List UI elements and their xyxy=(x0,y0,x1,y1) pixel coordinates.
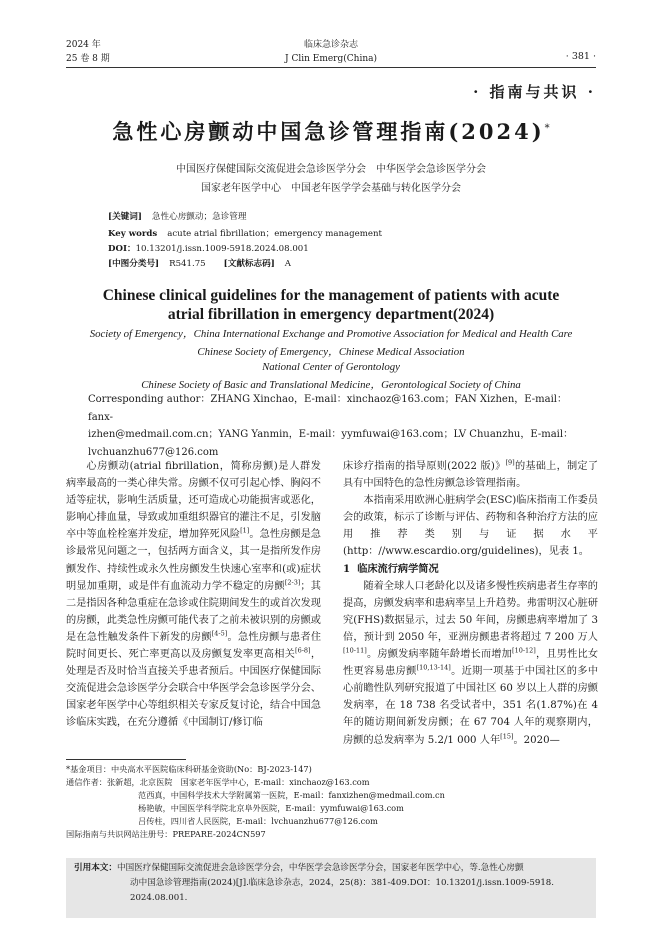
body-column-right xyxy=(343,458,598,749)
citation-text: 中国医疗保健国际交流促进会急诊医学分会，中华医学会急诊医学分会，国家老年医学中心，等.急性心房颤 xyxy=(116,863,524,873)
text-run: 的基础上，制定了具有中国特色的急性房颤急诊管理指南。 xyxy=(343,461,599,490)
doi-label: DOI： xyxy=(108,244,136,254)
citation-ref[interactable]: [6-8] xyxy=(295,646,311,655)
paragraph xyxy=(343,458,598,492)
corresponding-line2: izhen@medmail.com.cn；YANG Yanmin，E-mail：yymfuwai@163.com；LV Chuanzhu，E-mail： xyxy=(88,429,574,440)
citation-ref[interactable]: [10-11] xyxy=(343,646,367,655)
article-title-cn xyxy=(0,116,662,146)
authors-en-line1: Society of Emergency，China International Exchange and Promotive Association for Medical and Health Care xyxy=(89,328,573,340)
section-title: 临床流行病学简况 xyxy=(357,562,439,575)
clc-label: [中图分类号] xyxy=(108,259,160,269)
footnote-corr-1: 张新超，北京医院 国家老年医学中心，E-mail：xinchaoz@163.com xyxy=(106,777,370,787)
keywords-cn-value: 急性心房颤动；急诊管理 xyxy=(151,212,247,222)
header-divider xyxy=(66,67,596,68)
footnote-corr-2: 范西真，中国科学技术大学附属第一医院，E-mail：fanxizhen@medmail.com.cn xyxy=(138,790,445,800)
section-tag: · 指南与共识 · xyxy=(473,83,596,101)
authors-en-line2: Chinese Society of Emergency，Chinese Medical Association xyxy=(197,346,465,358)
citation-box xyxy=(66,858,596,918)
text-run: 。急性房颤是急诊最常见问题之一，包括两方面含义，其一是指所发作房颤发作、持续性或永久性房颤发生快速心室率和(或)症状明显加重期，或是伴有血流动力学不稳定的房颤 xyxy=(66,529,321,592)
corresponding-authors xyxy=(88,391,578,461)
authors-en-line3: National Center of Gerontology xyxy=(262,361,400,373)
running-header-center xyxy=(0,38,662,66)
footnote-fund: *基金项目：中央高水平医院临床科研基金资助(No：BJ-2023-147) xyxy=(66,764,312,774)
clc-value: R541.75 xyxy=(169,259,206,269)
paragraph xyxy=(66,458,321,732)
paragraph: 本指南采用欧洲心脏病学会(ESC)临床指南工作委员会的政策，标示了诊断与评估、药物和各种治疗方法的应用推荐类别与证据水平(http：//www.escardio.org/guidelines)，见表 1。 xyxy=(343,495,598,558)
citation-ref[interactable]: [15] xyxy=(500,732,514,741)
paragraph xyxy=(343,578,598,749)
text-run: 。近期一项基于中国社区的多中心前瞻性队列研究报道了中国社区 60 岁以上人群的房颤发病率，在 18 738 名受试者中，351 名(1.87%)在 4 年的随访期间新发房颤；在 67 704 人年的观察期内，房颤的总发病率为 5.2/1 000 人年 xyxy=(343,666,599,746)
classification xyxy=(108,257,291,269)
doc-code-label: [文献标志码] xyxy=(223,259,275,269)
footnote-divider xyxy=(66,759,186,760)
citation-ref[interactable]: [10-12] xyxy=(512,646,536,655)
footnote-corr-label: 通信作者： xyxy=(66,777,107,787)
text-run: ，且男性比女性更容易患房颤 xyxy=(343,649,599,678)
text-run: ；其二是指因各种急重症在急诊或住院期间发生的或首次发现的房颤，此类急性房颤可能代表了之前未被识别的房颤或是在急性触发条件下新发的房颤 xyxy=(66,580,321,643)
doc-code-value: A xyxy=(284,259,291,269)
citation-ref[interactable]: [1] xyxy=(240,526,250,535)
text-run: 随着全球人口老龄化以及诸多慢性疾病患者生存率的提高，房颤发病率和患病率呈上升趋势。弗雷明汉心脏研究(FHS)数据显示，过去 50 年间，房颤患病率增加了 3 倍，预计到 2050 年，亚洲房颤患者将超过 7 200 万人 xyxy=(343,580,598,643)
authors-cn-line2: 国家老年医学中心 中国老年医学学会基础与转化医学分会 xyxy=(201,183,461,194)
citation-ref[interactable]: [4-5] xyxy=(211,629,228,638)
citation-ref[interactable]: [2-3] xyxy=(284,578,301,587)
text-run: 。急性房颤与患者住院时间更长、死亡率更高以及房颤复发率更高相关 xyxy=(66,631,322,661)
section-number: 1 xyxy=(343,562,351,575)
citation-label: 引用本文： xyxy=(74,863,117,873)
journal-name-en: J Clin Emerg(China) xyxy=(284,54,377,64)
authors-cn-line1: 中国医疗保健国际交流促进会急诊医学分会 中华医学会急诊医学分会 xyxy=(176,164,486,175)
text-run: ，处理是否及时恰当直接关乎患者预后。中国医疗保健国际交流促进会急诊医学分会联合中华医学会急诊医学分会、国家老年医学中心等组织相关专家反复讨论，结合中国急诊临床实践，在充分遵循《中国制订/修订临 xyxy=(66,649,322,729)
text-run: 。2020— xyxy=(513,734,560,746)
text-run: 心房颤动(atrial fibrillation，简称房颤)是人群发病率最高的一类心律失常。房颤不仅可引起心悸、胸闷不适等症状，影响生活质量，还可造成心功能损害或恶化，影响心排血量，导致或加重组织器官的灌注不足，引发脑卒中等血栓栓塞并发症，增加猝死风险 xyxy=(66,461,321,541)
footnote-corr-4: 吕传柱，四川省人民医院，E-mail：lvchuanzhu677@126.com xyxy=(138,816,378,826)
article-title-en-line1: Chinese clinical guidelines for the management of patients with acute xyxy=(102,287,560,304)
text-run: 。房颤发病率随年龄增长而增加 xyxy=(366,649,513,661)
footnote-corr xyxy=(66,776,369,789)
issue-year: 2024 年 xyxy=(66,40,101,50)
page-number: · 381 · xyxy=(565,51,596,62)
body-column-left xyxy=(66,458,321,732)
section-heading xyxy=(343,561,598,578)
citation-line3: 2024.08.001. xyxy=(130,893,188,903)
keywords-en-value: acute atrial fibrillation；emergency management xyxy=(167,229,382,239)
doi xyxy=(108,242,309,254)
journal-name-cn: 临床急诊杂志 xyxy=(303,40,358,50)
footnote-registry: 国际指南与共识网站注册号：PREPARE-2024CN597 xyxy=(66,829,266,839)
authors-en-line4: Chinese Society of Basic and Translational Medicine，Gerontological Society of China xyxy=(141,379,521,391)
corresponding-line3: lvchuanzhu677@126.com xyxy=(88,446,219,458)
citation-line2: 动中国急诊管理指南(2024)[J].临床急诊杂志，2024，25(8)：381-409.DOI：10.13201/j.issn.1009-5918. xyxy=(130,878,554,888)
footnote-corr-3: 杨艳敏，中国医学科学院北京阜外医院，E-mail：yymfuwai@163.com xyxy=(138,803,404,813)
article-title-en-line2: atrial fibrillation in emergency department(2024) xyxy=(167,306,495,323)
citation-line1 xyxy=(74,861,588,876)
keywords-en xyxy=(108,227,382,239)
corresponding-line1: Corresponding author：ZHANG Xinchao，E-mail：xinchaoz@163.com；FAN Xizhen，E-mail：fanx- xyxy=(88,394,567,423)
keywords-cn xyxy=(108,210,246,222)
keywords-en-label: Key words xyxy=(108,229,158,239)
doi-value: 10.13201/j.issn.1009-5918.2024.08.001 xyxy=(135,244,309,254)
citation-ref[interactable]: [9] xyxy=(505,458,515,467)
title-footnote-mark: * xyxy=(544,123,550,134)
citation-ref[interactable]: [10,13-14] xyxy=(416,663,451,672)
text-run: 床诊疗指南的指导原则(2022 版)》 xyxy=(343,461,506,472)
keywords-cn-label: [关键词] xyxy=(108,212,142,222)
title-text: 急性心房颤动中国急诊管理指南(2024) xyxy=(112,119,545,144)
issue-volume: 25 卷 8 期 xyxy=(66,54,110,64)
